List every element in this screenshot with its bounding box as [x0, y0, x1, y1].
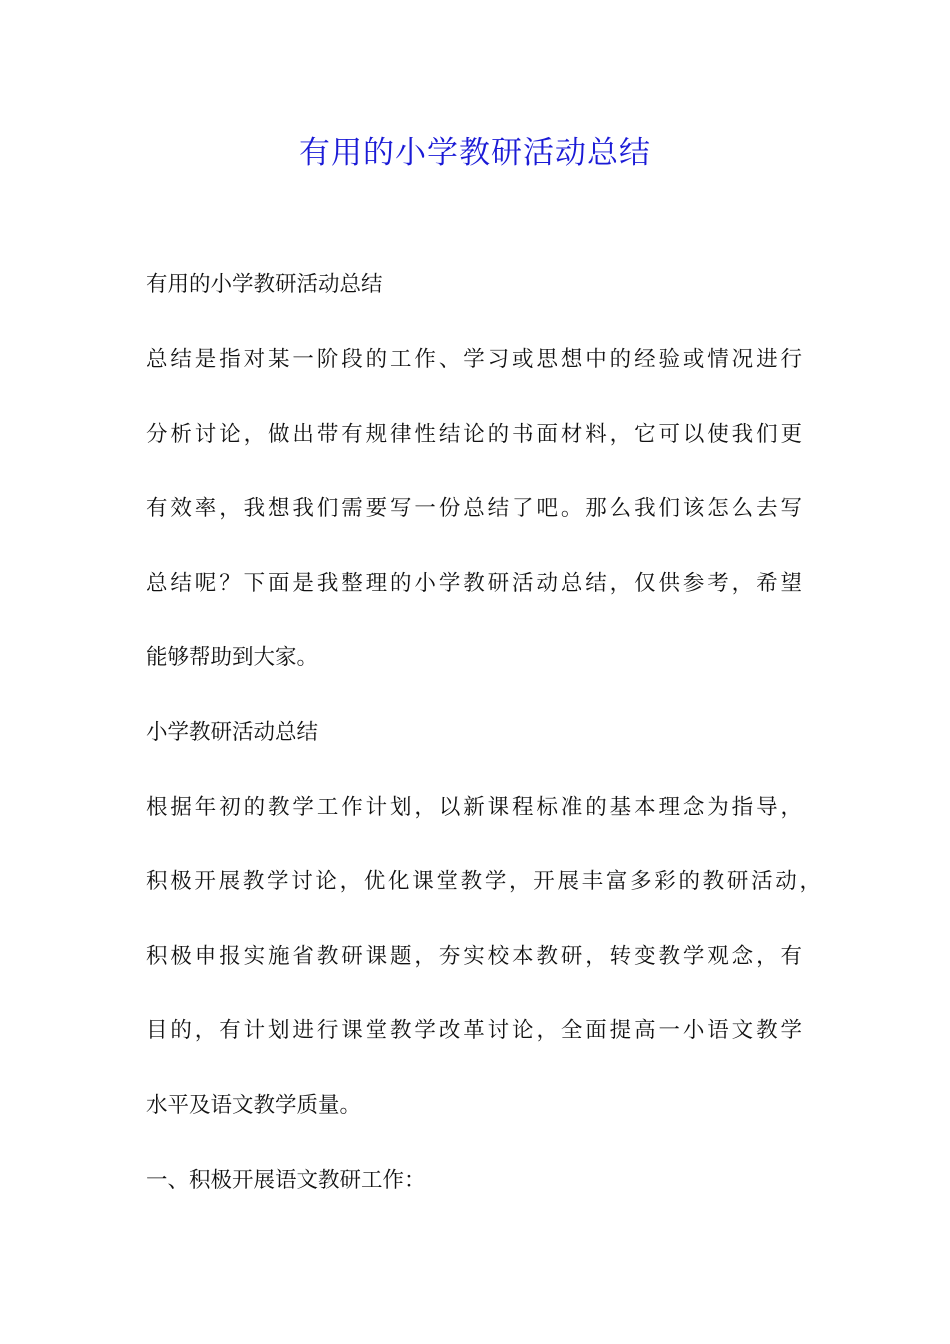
- paragraph-line: 总结是指对某一阶段的工作、学习或思想中的经验或情况进行: [146, 347, 802, 372]
- document-title: 有用的小学教研活动总结: [299, 135, 651, 171]
- paragraph-line: 水平及语文教学质量。: [146, 1093, 362, 1118]
- paragraph-line: 目的，有计划进行课堂教学改革讨论，全面提高一小语文教学: [146, 1018, 802, 1043]
- document-subtitle: 有用的小学教研活动总结: [146, 272, 383, 297]
- point-heading: 一、积极开展语文教研工作：: [146, 1168, 426, 1193]
- paragraph-line: 总结呢？下面是我整理的小学教研活动总结，仅供参考，希望: [146, 571, 802, 596]
- paragraph-line: 根据年初的教学工作计划，以新课程标准的基本理念为指导，: [146, 795, 802, 820]
- paragraph-line: 分析讨论，做出带有规律性结论的书面材料，它可以使我们更: [146, 422, 802, 447]
- paragraph-line: 积极申报实施省教研课题，夯实校本教研，转变教学观念，有: [146, 944, 802, 969]
- paragraph-line: 能够帮助到大家。: [146, 645, 319, 670]
- paragraph-line: 有效率，我想我们需要写一份总结了吧。那么我们该怎么去写: [146, 496, 802, 521]
- paragraph-line: 积极开展教学讨论，优化课堂教学，开展丰富多彩的教研活动，: [146, 869, 821, 894]
- section-heading: 小学教研活动总结: [146, 720, 319, 745]
